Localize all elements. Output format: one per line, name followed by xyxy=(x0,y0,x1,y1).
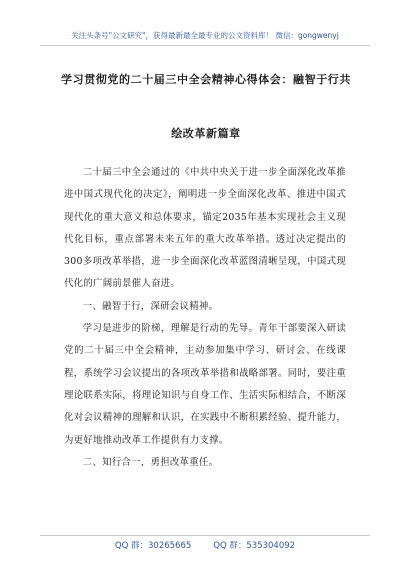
section-heading-1: 一、融智于行，深研会议精神。 xyxy=(82,300,219,312)
footer xyxy=(40,539,370,551)
header-divider xyxy=(40,45,370,46)
header-banner[interactable]: 关注头条号"公文研究"，获得最新最全最专业的公文资料库！ 微信：gongwenyj xyxy=(71,31,339,40)
document-title-line-2: 绘改革新篇章 xyxy=(171,127,241,140)
footer-qq-group-1[interactable]: QQ 群：30265665 xyxy=(114,541,192,551)
section-heading-2: 二、知行合一，勇担改革重任。 xyxy=(82,456,219,468)
footer-qq-group-2[interactable]: QQ 群：535304092 xyxy=(213,541,296,551)
document-body xyxy=(64,162,346,474)
paragraph-section-1: 学习是进步的阶梯，理解是行动的先导。青年干部要深入研读党的二十届三中全会精神，主动参加集中学习、研讨会、在线课程，系统学习会议提出的各项改革举措和战略部署。同时，要注重理论联系实际，将理论知识与自身工作、生活实际相结合，不断深化对会议精神的理解和认识，在实践中不断积累经验、提升能力，为更好地推动改革工作提供有力支撑。 xyxy=(64,323,346,446)
document-title-line-1: 学习贯彻党的二十届三中全会精神心得体会：融智于行共 xyxy=(61,73,351,86)
footer-divider xyxy=(40,535,370,536)
paragraph-intro: 二十届三中全会通过的《中共中央关于进一步全面深化改革推进中国式现代化的决定》，阐明进一步全面深化改革、推进中国式现代化的重大意义和总体要求，锚定2035年基本实现社会主义现代化目标，重点部署未来五年的重大改革举措。透过决定提出的300多项改革举措，进一步全面深化改革蓝图清晰呈现，中国式现代化的广阔前景催人奋进。 xyxy=(64,167,346,290)
